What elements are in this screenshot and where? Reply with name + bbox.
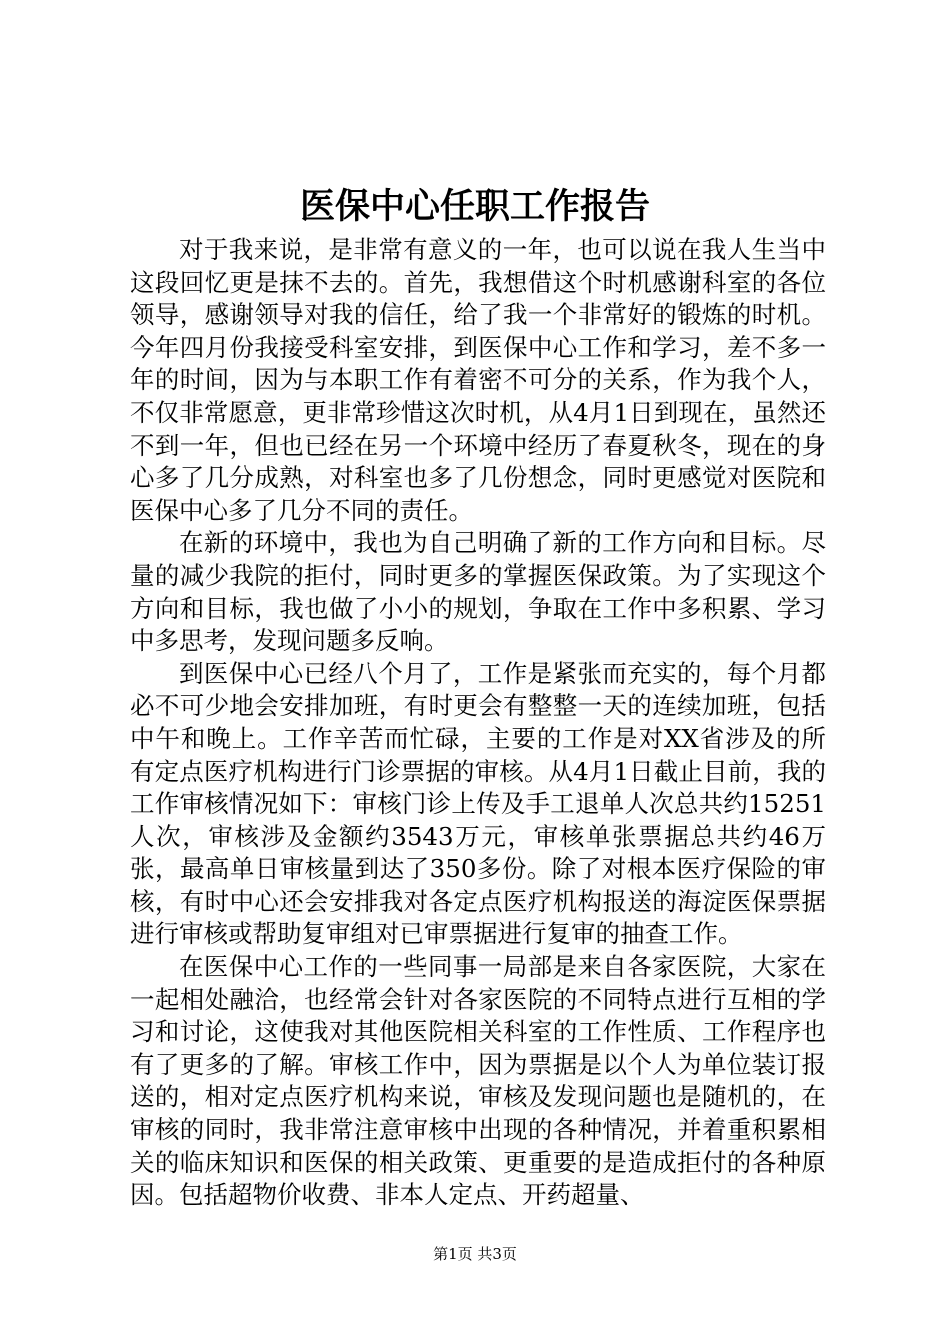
- page-footer: 第1页 共3页: [433, 1245, 517, 1263]
- paragraph-3: 到医保中心已经八个月了，工作是紧张而充实的，每个月都必不可少地会安排加班，有时更会有整整一天的连续加班，包括中午和晚上。工作辛苦而忙碌，主要的工作是对XX省涉及的所有定点医疗机构进行门诊票据的审核。从4月1日截止目前，我的工作审核情况如下：审核门诊上传及手工退单人次总共约15251人次，审核涉及金额约3543万元，审核单张票据总共约46万张，最高单日审核量到达了350多份。除了对根本医疗保险的审核，有时中心还会安排我对各定点医疗机构报送的海淀医保票据进行审核或帮助复审组对已审票据进行复审的抽查工作。: [130, 658, 826, 949]
- document-title: 医保中心任职工作报告: [299, 186, 650, 227]
- paragraph-1: 对于我来说，是非常有意义的一年，也可以说在我人生当中这段回忆更是抹不去的。首先，我想借这个时机感谢科室的各位领导，感谢领导对我的信任，给了我一个非常好的锻炼的时机。今年四月份我接受科室安排，到医保中心工作和学习，差不多一年的时间，因为与本职工作有着密不可分的关系，作为我个人，不仅非常愿意，更非常珍惜这次时机，从4月1日到现在，虽然还不到一年，但也已经在另一个环境中经历了春夏秋冬，现在的身心多了几分成熟，对科室也多了几份想念，同时更感觉对医院和医保中心多了几分不同的责任。: [130, 235, 826, 525]
- paragraph-2: 在新的环境中，我也为自己明确了新的工作方向和目标。尽量的减少我院的拒付，同时更多的掌握医保政策。为了实现这个方向和目标，我也做了小小的规划，争取在工作中多积累、学习中多思考，发现问题多反响。: [130, 528, 826, 656]
- paragraph-4: 在医保中心工作的一些同事一局部是来自各家医院，大家在一起相处融洽，也经常会针对各家医院的不同特点进行互相的学习和讨论，这使我对其他医院相关科室的工作性质、工作程序也有了更多的了解。审核工作中，因为票据是以个人为单位装订报送的，相对定点医疗机构来说，审核及发现问题也是随机的，在审核的同时，我非常注意审核中出现的各种情况，并着重积累相关的临床知识和医保的相关政策、更重要的是造成拒付的各种原因。包括超物价收费、非本人定点、开药超量、: [130, 952, 826, 1210]
- document-body: [130, 234, 826, 1212]
